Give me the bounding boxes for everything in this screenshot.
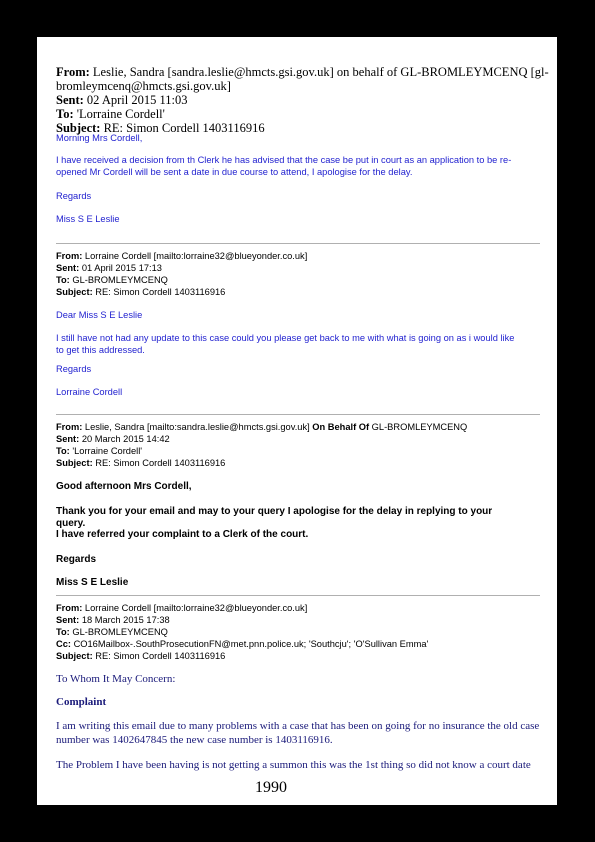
- email4-cc-line: Cc: CO16Mailbox-.SouthProsecutionFN@met.pnn.police.uk; 'Southcju'; 'O'Sullivan Emma': [56, 639, 429, 649]
- email2-subject-line: Subject: RE: Simon Cordell 1403116916: [56, 287, 226, 297]
- page-number: 1990: [255, 779, 287, 796]
- email3-subject-line: Subject: RE: Simon Cordell 1403116916: [56, 458, 226, 468]
- email1-to-line: To: 'Lorraine Cordell': [56, 107, 165, 121]
- email2-sent-line: Sent: 01 April 2015 17:13: [56, 263, 162, 273]
- email1-subject-line: Subject: RE: Simon Cordell 1403116916: [56, 121, 265, 135]
- email3-sent-line: Sent: 20 March 2015 14:42: [56, 434, 170, 444]
- email1-body-line: I have received a decision from th Clerk he has advised that the case be put in court as an application to be re-: [56, 155, 512, 165]
- email4-greeting: To Whom It May Concern:: [56, 673, 176, 685]
- email1-body-line: opened Mr Cordell will be sent a date in due course to attend, I apologise for the delay.: [56, 167, 413, 177]
- separator-rule: [56, 243, 540, 244]
- email4-to-line: To: GL-BROMLEYMCENQ: [56, 627, 168, 637]
- email3-to-line: To: 'Lorraine Cordell': [56, 446, 143, 456]
- email4-body-line: The Problem I have been having is not getting a summon this was the 1st thing so did not know a court date: [56, 759, 531, 771]
- email1-sent-line: Sent: 02 April 2015 11:03: [56, 93, 188, 107]
- email1-from-line-cont: bromleymcenq@hmcts.gsi.gov.uk]: [56, 79, 231, 93]
- email3-from-line: From: Leslie, Sandra [mailto:sandra.leslie@hmcts.gsi.gov.uk] On Behalf Of GL-BROMLEYMCENQ: [56, 422, 468, 432]
- email3-signature: Miss S E Leslie: [56, 577, 129, 588]
- email4-from-line: From: Lorraine Cordell [mailto:lorraine32@blueyonder.co.uk]: [56, 603, 308, 613]
- separator-rule: [56, 414, 540, 415]
- email3-body-line: query.: [56, 518, 86, 529]
- email1-from-line: From: Leslie, Sandra [sandra.leslie@hmcts.gsi.gov.uk] on behalf of GL-BROMLEYMCENQ [gl-: [56, 65, 549, 79]
- email4-subject-line: Subject: RE: Simon Cordell 1403116916: [56, 651, 226, 661]
- email2-to-line: To: GL-BROMLEYMCENQ: [56, 275, 168, 285]
- email2-greeting: Dear Miss S E Leslie: [56, 310, 143, 320]
- email1-greeting: Morning Mrs Cordell,: [56, 133, 143, 143]
- email1-regards: Regards: [56, 191, 92, 201]
- email3-body-line: Thank you for your email and may to your query I apologise for the delay in replying to your: [56, 506, 493, 517]
- email4-body-line: I am writing this email due to many problems with a case that has been on going for no insurance the old case: [56, 720, 540, 732]
- email2-regards: Regards: [56, 364, 92, 374]
- email3-greeting: Good afternoon Mrs Cordell,: [56, 481, 192, 492]
- document-page: [37, 37, 557, 805]
- separator-rule: [56, 595, 540, 596]
- email2-body-line: I still have not had any update to this case could you please get back to me with what is going on as i would like: [56, 333, 515, 343]
- email2-signature: Lorraine Cordell: [56, 387, 123, 397]
- email2-from-line: From: Lorraine Cordell [mailto:lorraine32@blueyonder.co.uk]: [56, 251, 308, 261]
- email3-regards: Regards: [56, 554, 97, 565]
- email3-body-line: I have referred your complaint to a Clerk of the court.: [56, 529, 309, 540]
- email2-body-line: to get this addressed.: [56, 345, 145, 355]
- email1-signature: Miss S E Leslie: [56, 214, 120, 224]
- email4-body-line: number was 1402647845 the new case number is 1403116916.: [56, 734, 333, 746]
- email4-sent-line: Sent: 18 March 2015 17:38: [56, 615, 170, 625]
- email4-heading: Complaint: [56, 696, 107, 708]
